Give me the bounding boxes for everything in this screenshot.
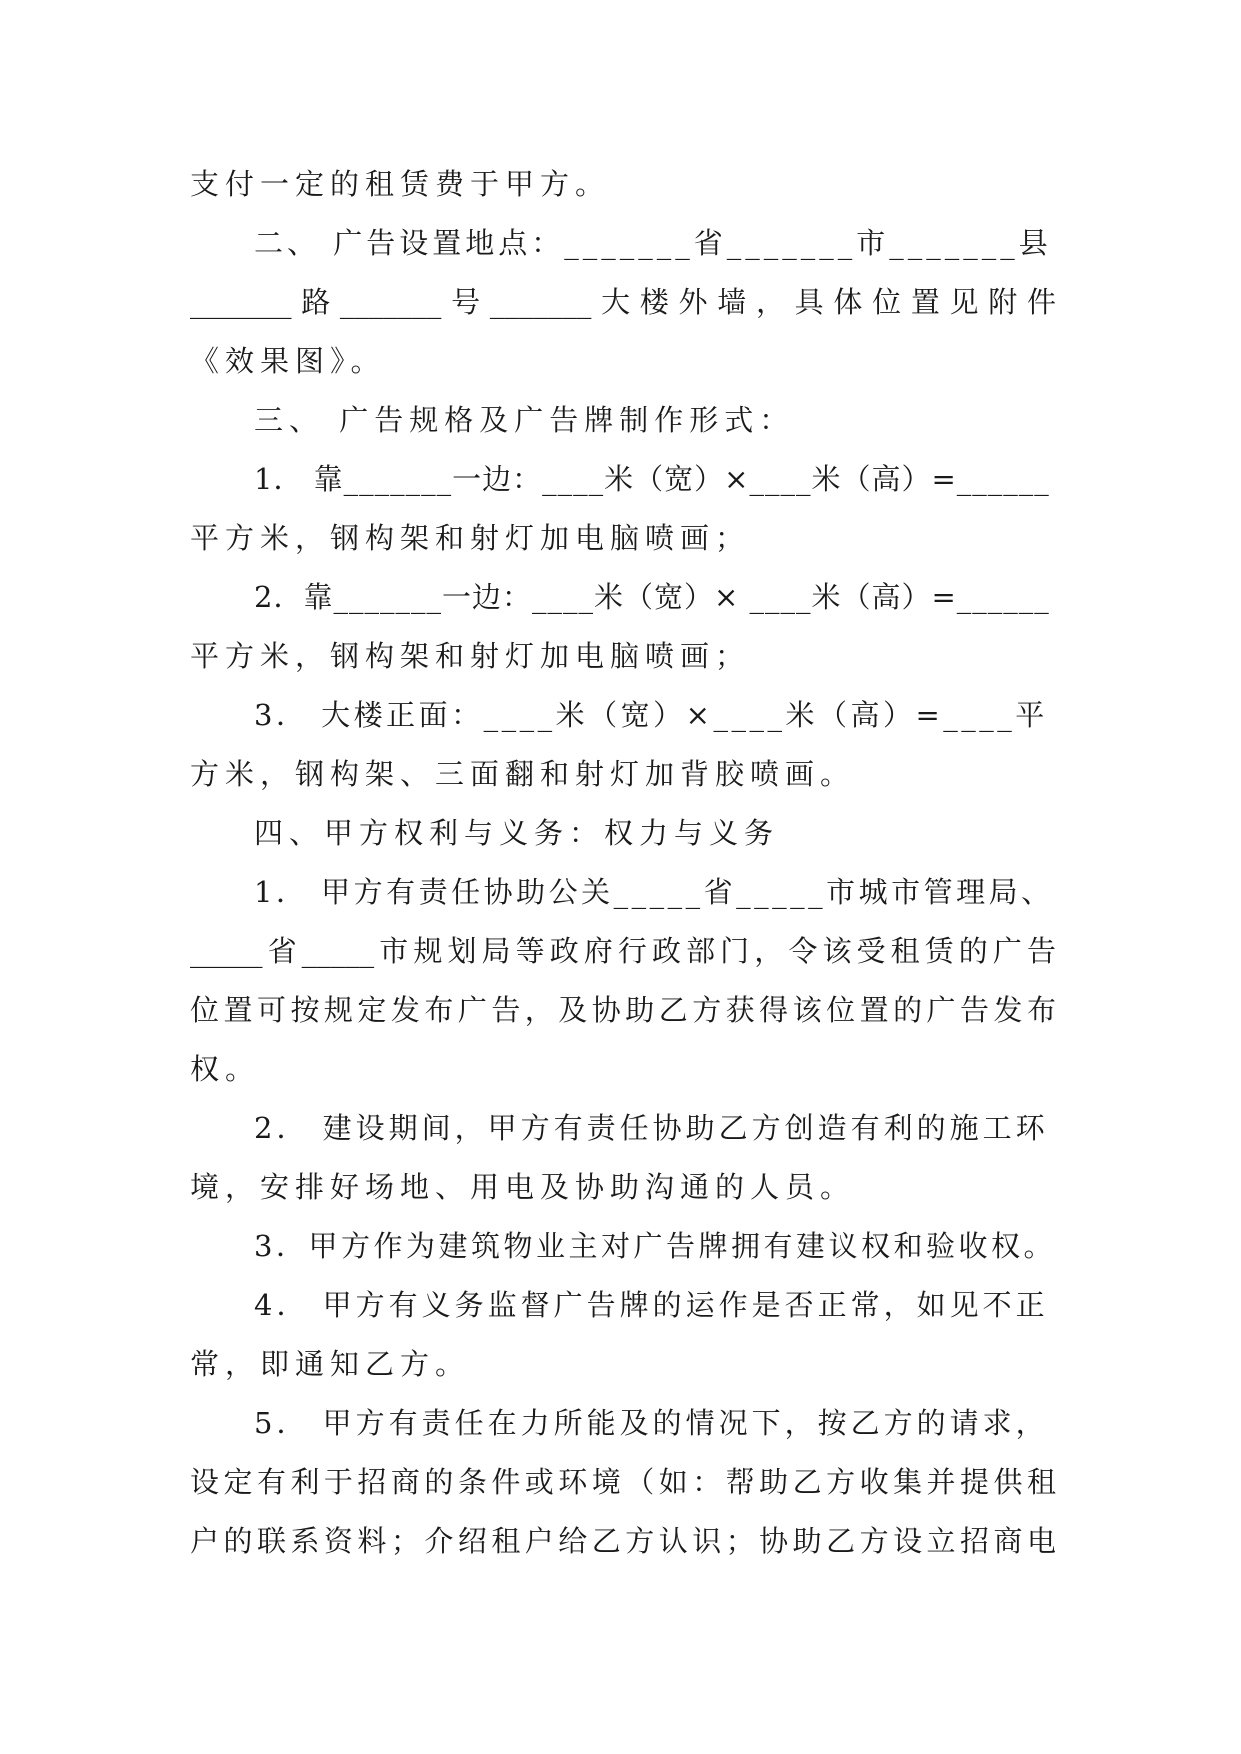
section-heading: 二、 广告设置地点：_______省_______市_______县 bbox=[254, 226, 1052, 260]
text-line: 设定有利于招商的条件或环境（如：帮助乙方收集并提供租 bbox=[190, 1465, 1056, 1499]
text-line: 境，安排好场地、用电及协助沟通的人员。 bbox=[190, 1170, 856, 1204]
list-item: 2．靠_______一边：____米（宽）× ____米（高）=______ bbox=[254, 580, 1050, 614]
list-item: 5． 甲方有责任在力所能及的情况下，按乙方的请求， bbox=[254, 1406, 1049, 1440]
section-heading: 四、甲方权利与义务：权力与义务 bbox=[254, 816, 780, 850]
list-item: 1． 甲方有责任协助公关_____省_____市城市管理局、 bbox=[254, 875, 1054, 909]
document-page bbox=[190, 155, 1056, 1571]
text-line: 权。 bbox=[190, 1052, 261, 1086]
text-line: 支付一定的租赁费于甲方。 bbox=[190, 167, 611, 201]
text-line: 常，即通知乙方。 bbox=[190, 1347, 471, 1381]
text-line: 《效果图》。 bbox=[190, 344, 386, 378]
section-heading: 三、 广告规格及广告牌制作形式： bbox=[254, 403, 795, 437]
text-line: _______路_______号_______大楼外墙，具体位置见附件 bbox=[190, 285, 1056, 319]
text-line: 位置可按规定发布广告，及协助乙方获得该位置的广告发布 bbox=[190, 993, 1056, 1027]
list-item: 4． 甲方有义务监督广告牌的运作是否正常，如见不正 bbox=[254, 1288, 1049, 1322]
text-line: 户的联系资料；介绍租户给乙方认识；协助乙方设立招商电 bbox=[190, 1524, 1056, 1558]
text-line: 平方米，钢构架和射灯加电脑喷画； bbox=[190, 521, 751, 555]
list-item: 3． 大楼正面：____米（宽）×____米（高）=____平 bbox=[254, 698, 1048, 732]
list-item: 1． 靠_______一边：____米（宽）×____米（高）=______ bbox=[254, 462, 1050, 496]
list-item: 3．甲方作为建筑物业主对广告牌拥有建议权和验收权。 bbox=[254, 1229, 1056, 1263]
text-line: 平方米，钢构架和射灯加电脑喷画； bbox=[190, 639, 751, 673]
text-line: 方米，钢构架、三面翻和射灯加背胶喷画。 bbox=[190, 757, 856, 791]
list-item: 2． 建设期间，甲方有责任协助乙方创造有利的施工环 bbox=[254, 1111, 1049, 1145]
text-line: _____省_____市规划局等政府行政部门，令该受租赁的广告 bbox=[190, 934, 1056, 968]
